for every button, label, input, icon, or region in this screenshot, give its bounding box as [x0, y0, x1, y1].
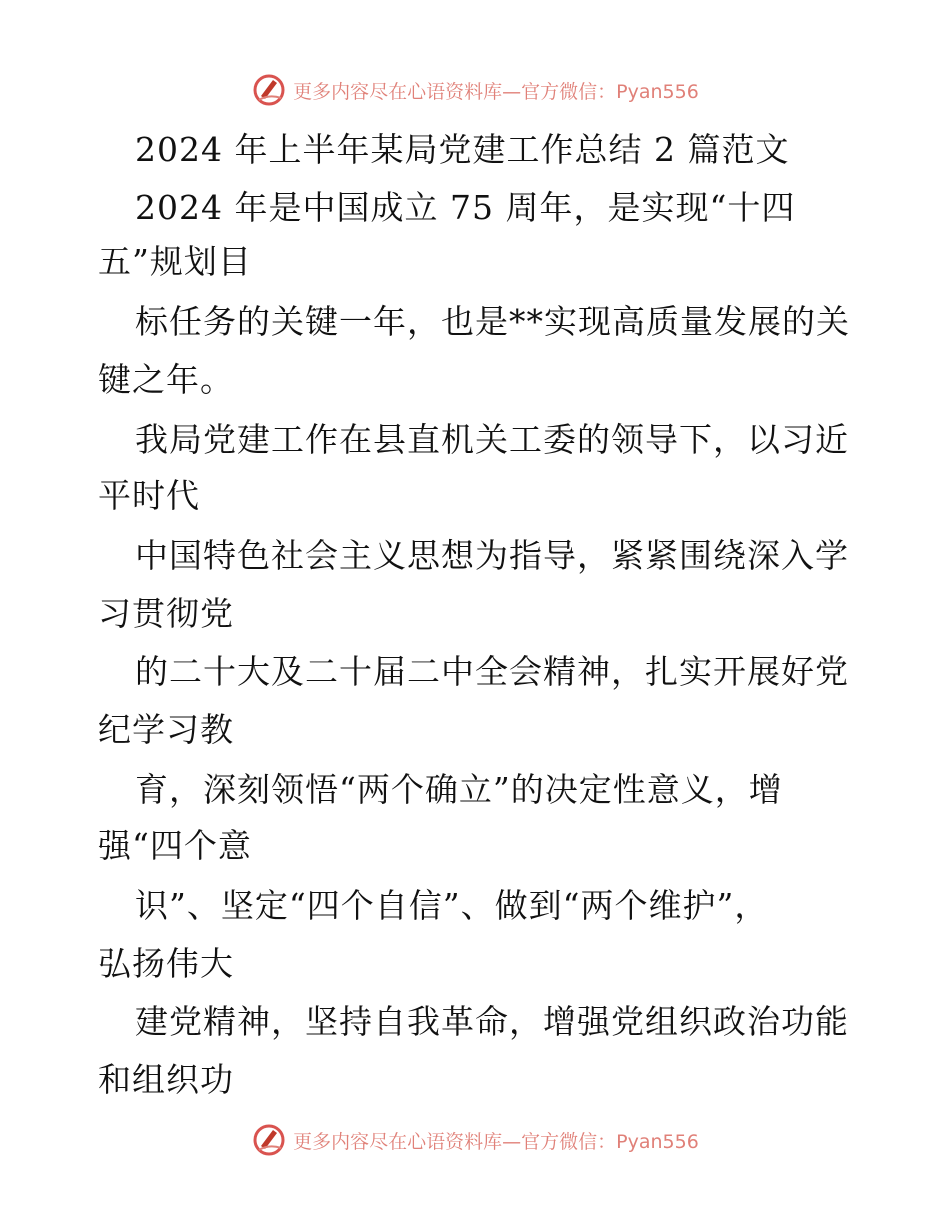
paragraph-line: 平时代 — [98, 476, 200, 515]
logo-icon — [251, 1122, 287, 1158]
paragraph-line: 五”规划目 — [98, 242, 252, 281]
watermark-footer — [0, 1118, 950, 1162]
paragraph-line: 的二十大及二十届二中全会精神，扎实开展好党 — [135, 652, 849, 691]
paragraph-line: 标任务的关键一年，也是**实现高质量发展的关 — [135, 302, 850, 341]
watermark-header — [0, 68, 950, 112]
watermark-text: 更多内容尽在心语资料库—官方微信：Pyan556 — [293, 1130, 699, 1153]
paragraph-line: 建党精神，坚持自我革命，增强党组织政治功能 — [135, 1002, 849, 1041]
paragraph-line: 和组织功 — [98, 1060, 234, 1099]
logo-icon — [251, 72, 287, 108]
paragraph-line: 育，深刻领悟“两个确立”的决定性意义，增 — [135, 770, 783, 809]
paragraph-line: 识”、坚定“四个自信”、做到“两个维护”， — [135, 886, 769, 925]
paragraph-line: 我局党建工作在县直机关工委的领导下，以习近 — [135, 420, 849, 459]
paragraph-line: 强“四个意 — [98, 826, 252, 865]
watermark-text: 更多内容尽在心语资料库—官方微信：Pyan556 — [293, 80, 699, 103]
paragraph-line: 纪学习教 — [98, 710, 234, 749]
paragraph-line: 习贯彻党 — [98, 594, 234, 633]
paragraph-line: 2024 年是中国成立 75 周年，是实现“十四 — [135, 188, 796, 227]
paragraph-line: 中国特色社会主义思想为指导，紧紧围绕深入学 — [135, 536, 849, 575]
paragraph-line: 弘扬伟大 — [98, 944, 234, 983]
paragraph-line: 键之年。 — [98, 360, 234, 399]
document-title: 2024 年上半年某局党建工作总结 2 篇范文 — [135, 130, 790, 169]
